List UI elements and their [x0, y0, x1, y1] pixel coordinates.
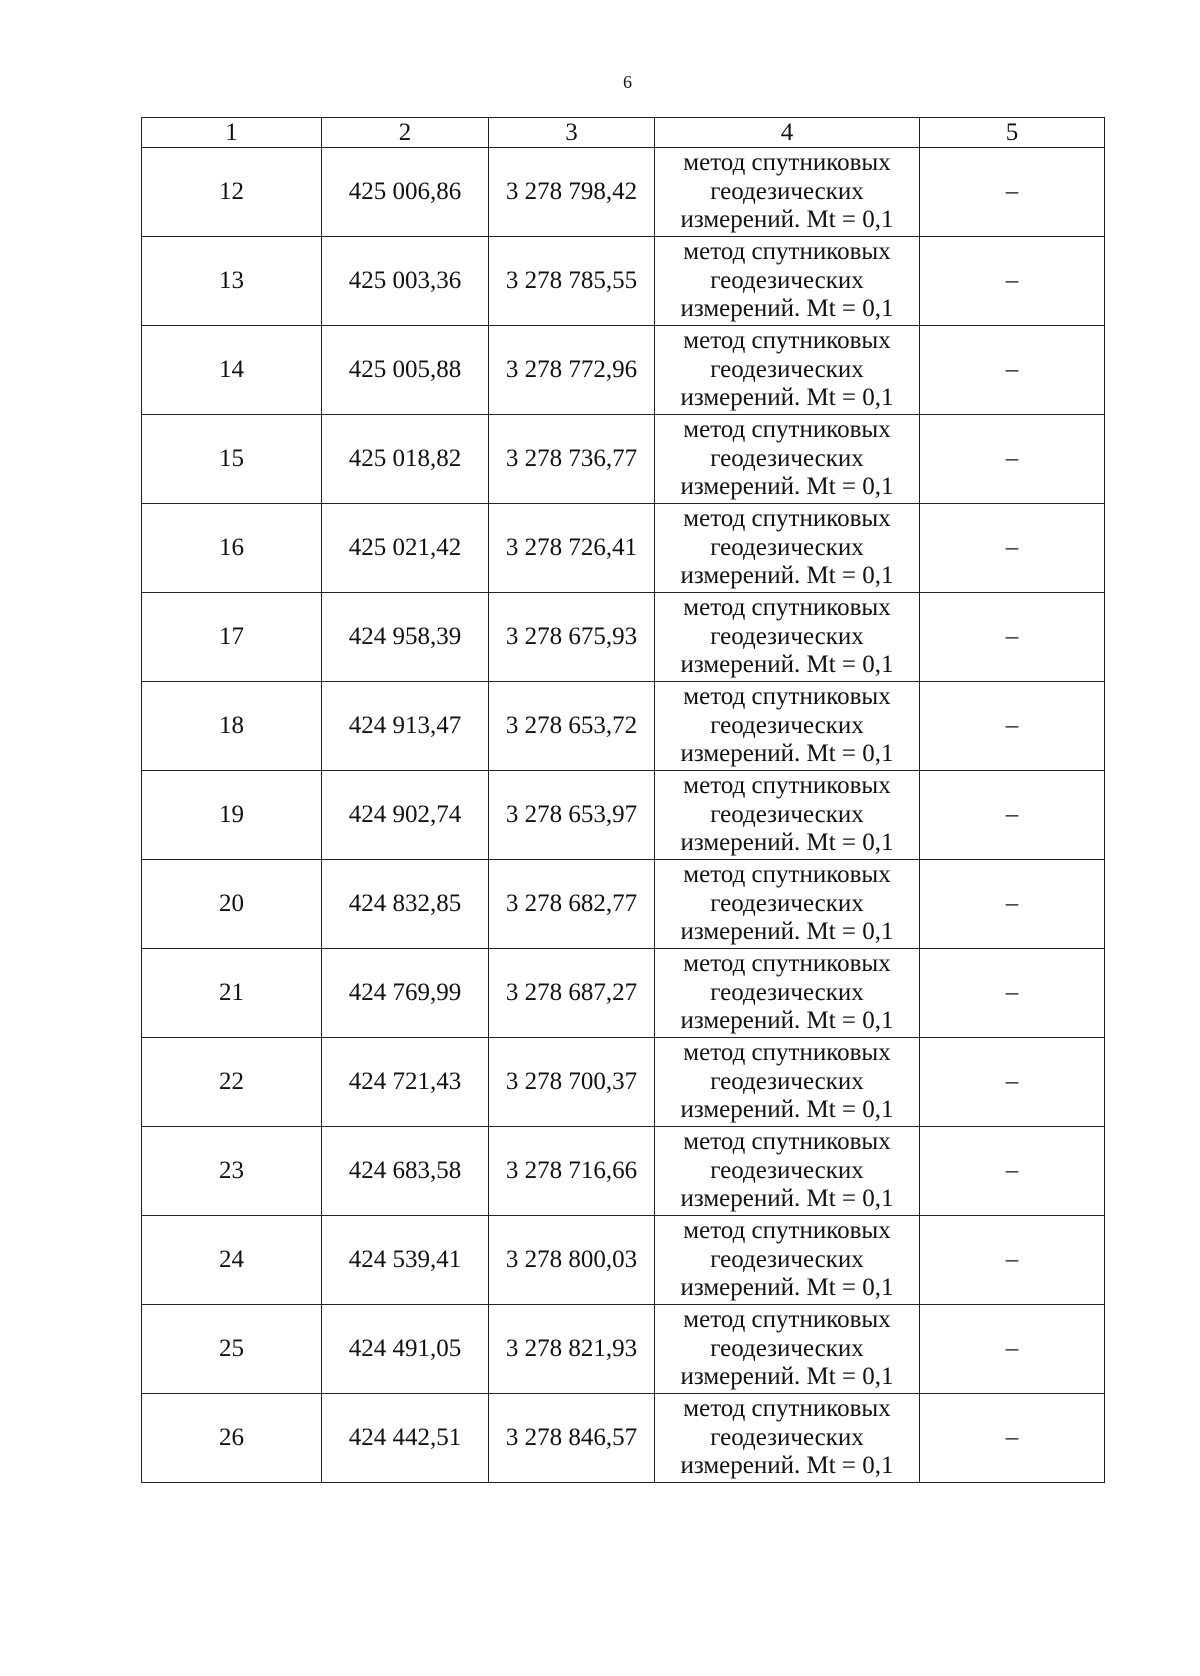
point-number-cell: 19 — [142, 771, 322, 860]
table-row — [142, 1216, 1105, 1305]
method-line: метод спутниковых — [683, 1039, 891, 1067]
y-coordinate-cell: 3 278 798,42 — [489, 148, 655, 237]
table-body — [142, 148, 1105, 1483]
table-row — [142, 1038, 1105, 1127]
method-line: измерений. Mt = 0,1 — [680, 295, 894, 323]
method-line: геодезических — [710, 444, 864, 472]
method-line: метод спутниковых — [683, 505, 891, 533]
x-coordinate-cell: 425 006,86 — [322, 148, 489, 237]
method-line: геодезических — [710, 889, 864, 917]
method-cell — [655, 1216, 920, 1305]
method-line: измерений. Mt = 0,1 — [680, 562, 894, 590]
point-number-cell: 22 — [142, 1038, 322, 1127]
y-coordinate-cell: 3 278 785,55 — [489, 237, 655, 326]
method-line: измерений. Mt = 0,1 — [680, 829, 894, 857]
method-cell — [655, 415, 920, 504]
point-number-cell: 13 — [142, 237, 322, 326]
method-cell — [655, 504, 920, 593]
method-cell — [655, 1127, 920, 1216]
method-line: измерений. Mt = 0,1 — [680, 473, 894, 501]
point-number-cell: 17 — [142, 593, 322, 682]
method-line: измерений. Mt = 0,1 — [680, 1007, 894, 1035]
table-row — [142, 326, 1105, 415]
y-coordinate-cell: 3 278 726,41 — [489, 504, 655, 593]
y-coordinate-cell: 3 278 821,93 — [489, 1305, 655, 1394]
point-number-cell: 25 — [142, 1305, 322, 1394]
point-number-cell: 12 — [142, 148, 322, 237]
x-coordinate-cell: 424 832,85 — [322, 860, 489, 949]
x-coordinate-cell: 424 491,05 — [322, 1305, 489, 1394]
y-coordinate-cell: 3 278 846,57 — [489, 1394, 655, 1483]
method-line: измерений. Mt = 0,1 — [680, 206, 894, 234]
x-coordinate-cell: 424 958,39 — [322, 593, 489, 682]
method-cell — [655, 1038, 920, 1127]
x-coordinate-cell: 424 913,47 — [322, 682, 489, 771]
table-row — [142, 237, 1105, 326]
method-line: измерений. Mt = 0,1 — [680, 1096, 894, 1124]
y-coordinate-cell: 3 278 772,96 — [489, 326, 655, 415]
table-row — [142, 860, 1105, 949]
x-coordinate-cell: 424 721,43 — [322, 1038, 489, 1127]
note-cell: – — [920, 415, 1105, 504]
method-cell — [655, 593, 920, 682]
note-cell: – — [920, 771, 1105, 860]
method-line: геодезических — [710, 1245, 864, 1273]
note-cell: – — [920, 860, 1105, 949]
note-cell: – — [920, 949, 1105, 1038]
note-cell: – — [920, 1038, 1105, 1127]
method-line: метод спутниковых — [683, 238, 891, 266]
method-line: метод спутниковых — [683, 1128, 891, 1156]
x-coordinate-cell: 425 018,82 — [322, 415, 489, 504]
method-line: геодезических — [710, 1156, 864, 1184]
method-line: измерений. Mt = 0,1 — [680, 1185, 894, 1213]
method-line: измерений. Mt = 0,1 — [680, 918, 894, 946]
method-line: метод спутниковых — [683, 950, 891, 978]
method-line: геодезических — [710, 1423, 864, 1451]
method-line: геодезических — [710, 266, 864, 294]
point-number-cell: 15 — [142, 415, 322, 504]
note-cell: – — [920, 1394, 1105, 1483]
point-number-cell: 20 — [142, 860, 322, 949]
method-line: измерений. Mt = 0,1 — [680, 1274, 894, 1302]
note-cell: – — [920, 237, 1105, 326]
x-coordinate-cell: 424 683,58 — [322, 1127, 489, 1216]
note-cell: – — [920, 1127, 1105, 1216]
table-row — [142, 771, 1105, 860]
y-coordinate-cell: 3 278 700,37 — [489, 1038, 655, 1127]
coordinates-table — [141, 117, 1105, 1483]
method-cell — [655, 326, 920, 415]
point-number-cell: 24 — [142, 1216, 322, 1305]
y-coordinate-cell: 3 278 716,66 — [489, 1127, 655, 1216]
method-cell — [655, 237, 920, 326]
x-coordinate-cell: 424 442,51 — [322, 1394, 489, 1483]
note-cell: – — [920, 1216, 1105, 1305]
y-coordinate-cell: 3 278 653,72 — [489, 682, 655, 771]
method-cell — [655, 860, 920, 949]
point-number-cell: 23 — [142, 1127, 322, 1216]
column-header-4: 4 — [655, 118, 920, 148]
note-cell: – — [920, 148, 1105, 237]
note-cell: – — [920, 682, 1105, 771]
point-number-cell: 16 — [142, 504, 322, 593]
method-line: метод спутниковых — [683, 861, 891, 889]
table-row — [142, 949, 1105, 1038]
y-coordinate-cell: 3 278 800,03 — [489, 1216, 655, 1305]
x-coordinate-cell: 425 005,88 — [322, 326, 489, 415]
y-coordinate-cell: 3 278 675,93 — [489, 593, 655, 682]
x-coordinate-cell: 425 021,42 — [322, 504, 489, 593]
x-coordinate-cell: 424 769,99 — [322, 949, 489, 1038]
y-coordinate-cell: 3 278 682,77 — [489, 860, 655, 949]
method-line: метод спутниковых — [683, 1306, 891, 1334]
y-coordinate-cell: 3 278 653,97 — [489, 771, 655, 860]
method-line: измерений. Mt = 0,1 — [680, 1452, 894, 1480]
method-line: метод спутниковых — [683, 1395, 891, 1423]
method-cell — [655, 949, 920, 1038]
x-coordinate-cell: 424 902,74 — [322, 771, 489, 860]
table-row — [142, 1127, 1105, 1216]
method-line: измерений. Mt = 0,1 — [680, 384, 894, 412]
point-number-cell: 21 — [142, 949, 322, 1038]
method-line: метод спутниковых — [683, 683, 891, 711]
method-cell — [655, 1394, 920, 1483]
table-row — [142, 415, 1105, 504]
method-line: геодезических — [710, 533, 864, 561]
x-coordinate-cell: 424 539,41 — [322, 1216, 489, 1305]
column-header-5: 5 — [920, 118, 1105, 148]
note-cell: – — [920, 504, 1105, 593]
method-line: геодезических — [710, 355, 864, 383]
y-coordinate-cell: 3 278 736,77 — [489, 415, 655, 504]
table-row — [142, 148, 1105, 237]
method-cell — [655, 682, 920, 771]
note-cell: – — [920, 1305, 1105, 1394]
table-row — [142, 682, 1105, 771]
method-line: метод спутниковых — [683, 327, 891, 355]
x-coordinate-cell: 425 003,36 — [322, 237, 489, 326]
point-number-cell: 26 — [142, 1394, 322, 1483]
note-cell: – — [920, 593, 1105, 682]
method-cell — [655, 148, 920, 237]
method-line: геодезических — [710, 711, 864, 739]
method-line: метод спутниковых — [683, 772, 891, 800]
method-line: геодезических — [710, 1334, 864, 1362]
point-number-cell: 18 — [142, 682, 322, 771]
point-number-cell: 14 — [142, 326, 322, 415]
method-line: геодезических — [710, 800, 864, 828]
method-line: метод спутниковых — [683, 1217, 891, 1245]
method-line: измерений. Mt = 0,1 — [680, 1363, 894, 1391]
method-line: метод спутниковых — [683, 149, 891, 177]
y-coordinate-cell: 3 278 687,27 — [489, 949, 655, 1038]
table-row — [142, 593, 1105, 682]
method-cell — [655, 1305, 920, 1394]
method-line: геодезических — [710, 1067, 864, 1095]
method-line: метод спутниковых — [683, 416, 891, 444]
method-line: геодезических — [710, 177, 864, 205]
method-line: измерений. Mt = 0,1 — [680, 651, 894, 679]
method-line: геодезических — [710, 978, 864, 1006]
method-line: измерений. Mt = 0,1 — [680, 740, 894, 768]
table-row — [142, 1305, 1105, 1394]
method-line: метод спутниковых — [683, 594, 891, 622]
column-header-2: 2 — [322, 118, 489, 148]
method-cell — [655, 771, 920, 860]
column-header-3: 3 — [489, 118, 655, 148]
method-line: геодезических — [710, 622, 864, 650]
table-row — [142, 1394, 1105, 1483]
table-header-row — [142, 118, 1105, 148]
note-cell: – — [920, 326, 1105, 415]
column-header-1: 1 — [142, 118, 322, 148]
table-row — [142, 504, 1105, 593]
page-number: 6 — [623, 72, 632, 92]
